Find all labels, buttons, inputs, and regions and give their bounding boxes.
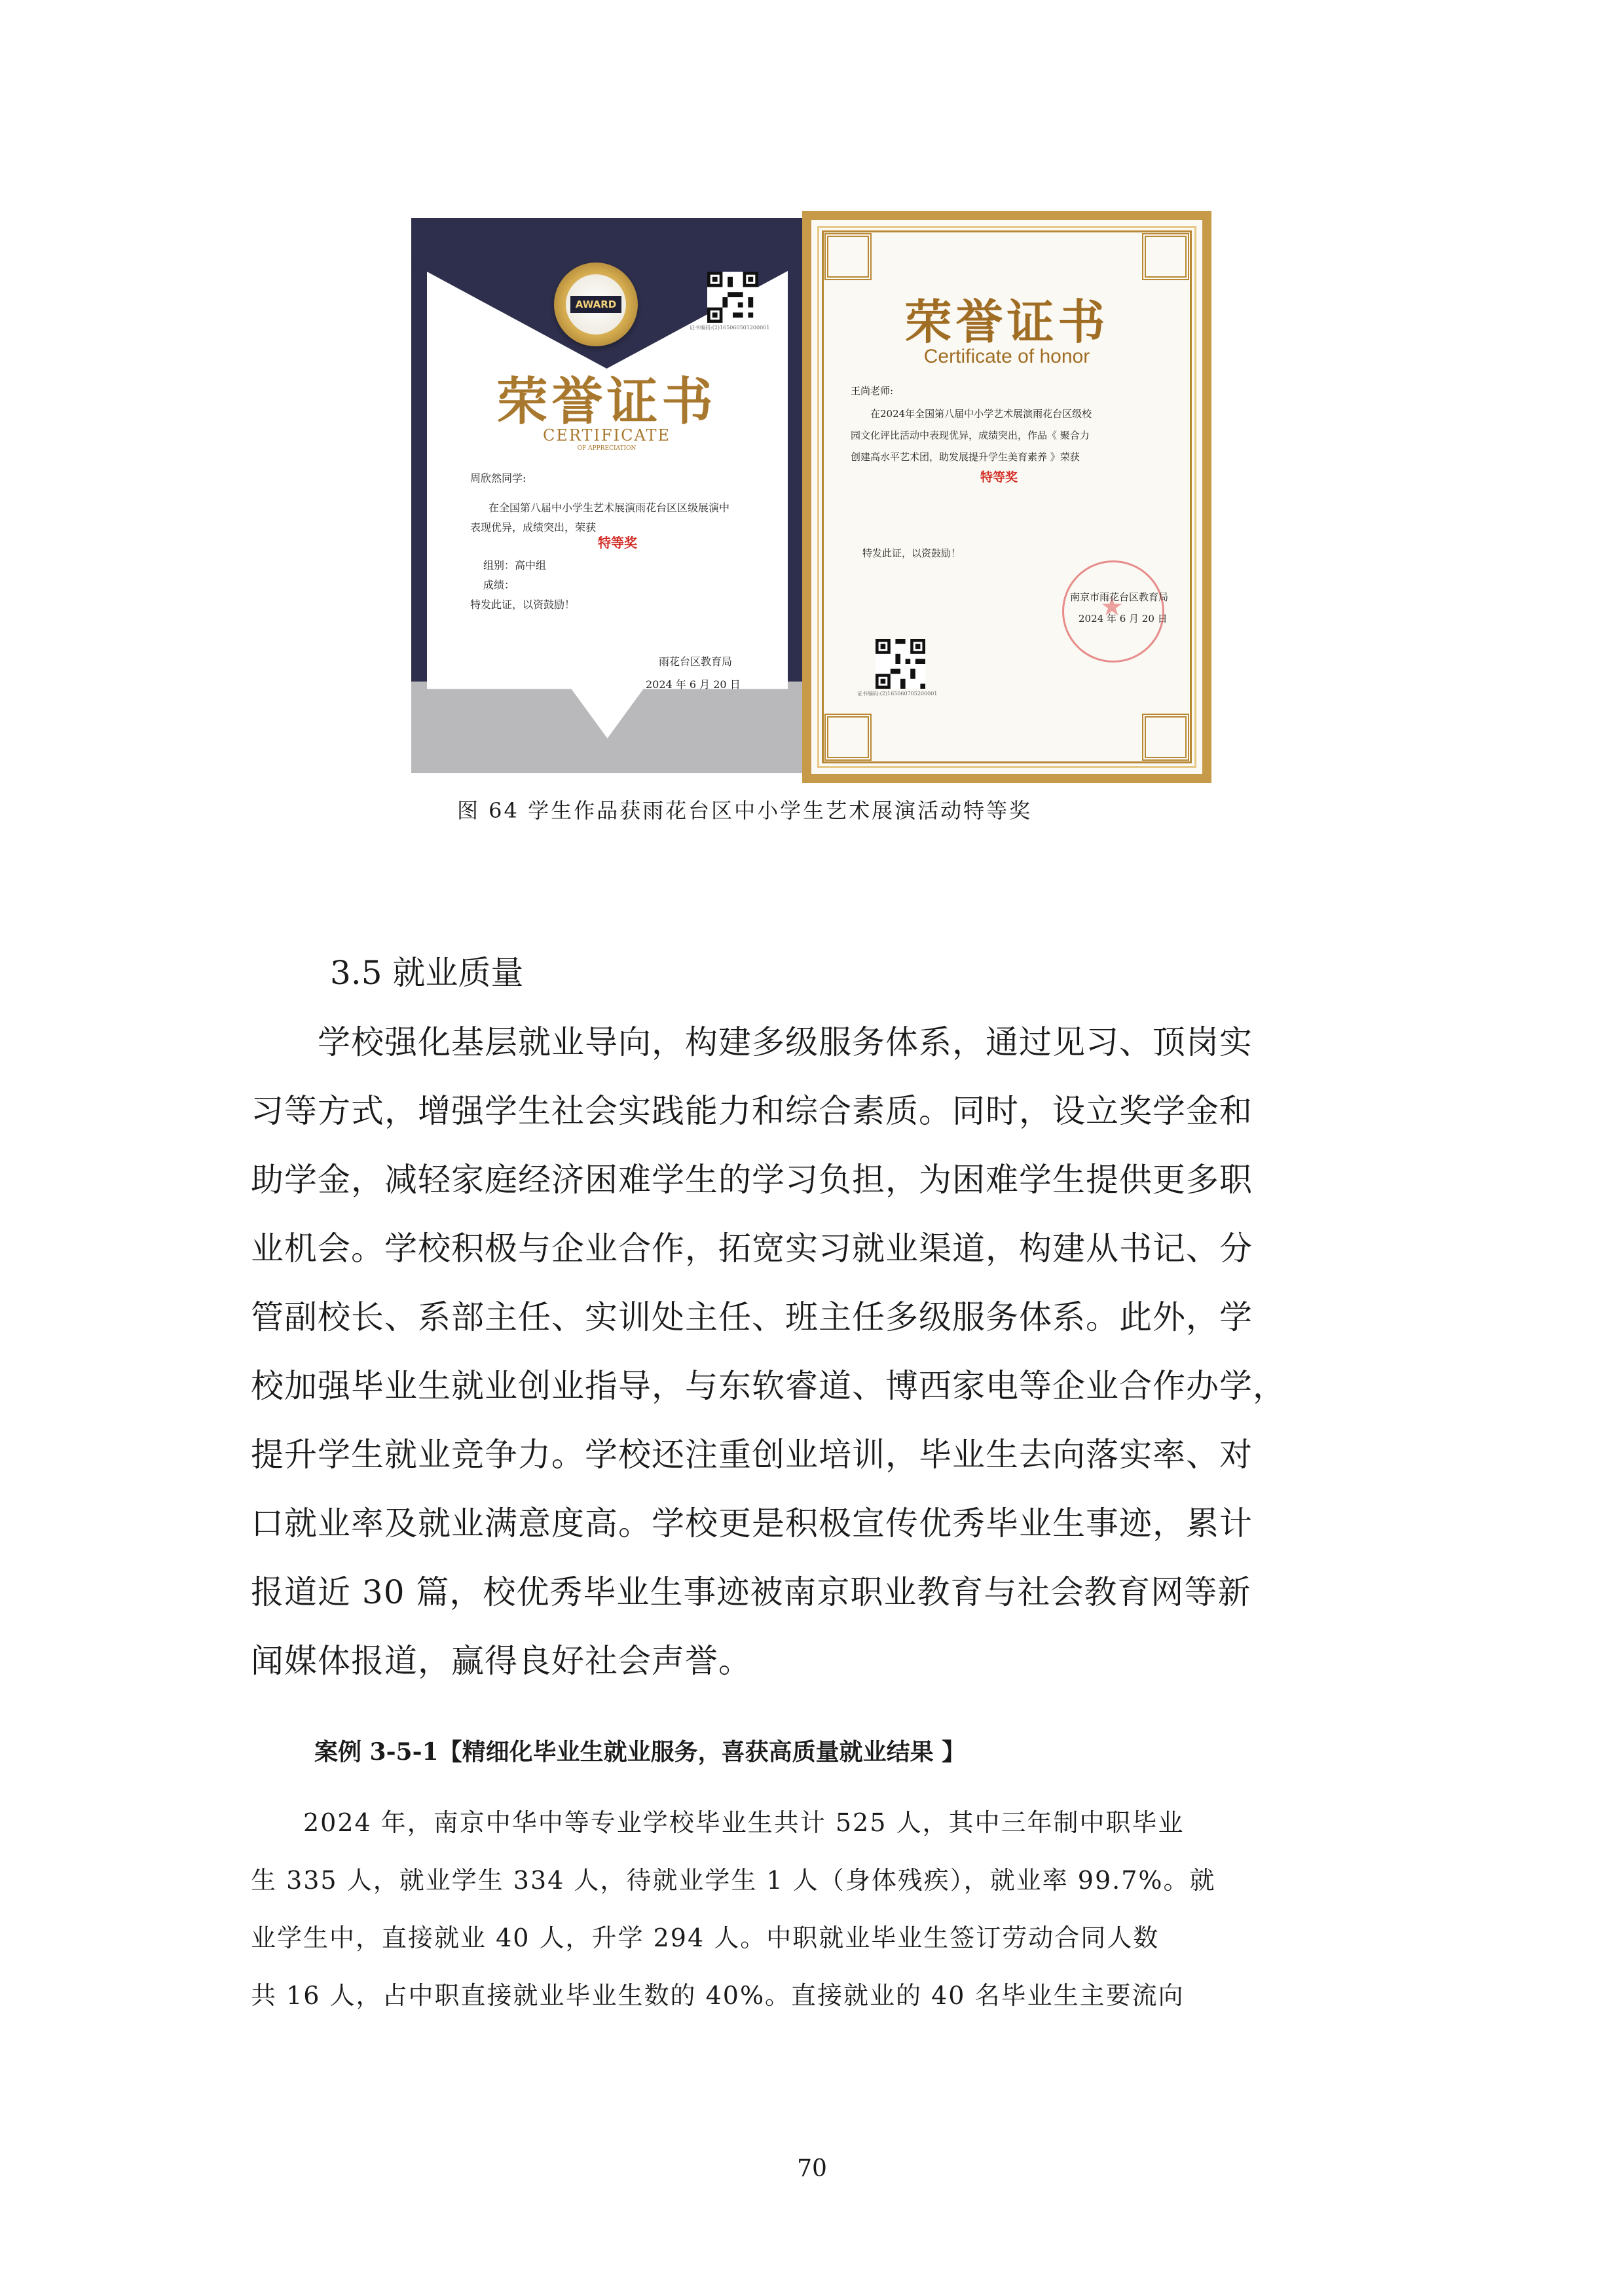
ornament-corner-icon bbox=[824, 714, 872, 761]
certificate-group: 组别：高中组 bbox=[483, 559, 547, 572]
paragraph-line: 业机会。学校积极与企业合作，拓宽实习就业渠道，构建从书记、分 bbox=[251, 1230, 1253, 1267]
certificate-recipient: 王尚老师: bbox=[851, 385, 894, 397]
certificate-prize: 特等奖 bbox=[980, 470, 1018, 484]
certificate-title: 荣誉证书 bbox=[496, 372, 717, 431]
certificate-subtitle: CERTIFICATE bbox=[542, 426, 671, 445]
case-line: 生 335 人，就业学生 334 人，待就业学生 1 人（身体残疾），就业率 99.7%。就 bbox=[251, 1866, 1216, 1895]
certificate-recipient: 周欣然同学: bbox=[470, 472, 526, 484]
certificate-date: 2024 年 6 月 20 日 bbox=[1079, 613, 1168, 625]
ornament-corner-icon bbox=[1142, 714, 1189, 761]
certificate-closing: 特发此证，以资鼓励！ bbox=[862, 547, 961, 559]
paragraph-line: 助学金，减轻家庭经济困难学生的学习负担，为困难学生提供更多职 bbox=[251, 1161, 1253, 1199]
section-heading: 3.5 就业质量 bbox=[330, 954, 524, 992]
paragraph-line: 校加强毕业生就业创业指导，与东软睿道、博西家电等企业合作办学， bbox=[251, 1367, 1286, 1405]
award-medal-icon bbox=[554, 263, 638, 346]
certificate-issuer: 南京市雨花台区教育局 bbox=[1070, 591, 1169, 603]
case-line: 2024 年，南京中华中等专业学校毕业生共计 525 人，其中三年制中职毕业 bbox=[251, 1808, 1185, 1837]
certificate-issuer: 雨花台区教育局 bbox=[659, 655, 733, 668]
case-line: 共 16 人，占中职直接就业毕业生数的 40%。直接就业的 40 名毕业生主要流向 bbox=[251, 1981, 1185, 2010]
paragraph-line: 管副校长、系部主任、实训处主任、班主任多级服务体系。此外，学 bbox=[251, 1298, 1253, 1336]
certificate-subtitle: Certificate of honor bbox=[923, 346, 1090, 367]
paragraph-line: 报道近 30 篇，校优秀毕业生事迹被南京职业教育与社会教育网等新 bbox=[251, 1573, 1251, 1611]
certificate-prize: 特等奖 bbox=[598, 535, 637, 551]
certificate-body-line: 表现优异，成绩突出，荣获 bbox=[470, 521, 597, 534]
certificate-id: 证书编码:(2)165060705200001 bbox=[857, 691, 938, 697]
paragraph-line: 习等方式，增强学生社会实践能力和综合素质。同时，设立奖学金和 bbox=[251, 1092, 1253, 1130]
case-line: 业学生中，直接就业 40 人，升学 294 人。中职就业毕业生签订劳动合同人数 bbox=[251, 1923, 1160, 1952]
qr-code-icon bbox=[876, 639, 925, 689]
certificate-body-line: 在全国第八届中小学生艺术展演雨花台区区级展演中 bbox=[489, 501, 730, 514]
ornament-corner-icon bbox=[824, 233, 872, 280]
paragraph-line: 闻媒体报道，赢得良好社会声誉。 bbox=[251, 1642, 752, 1680]
qr-code-icon bbox=[707, 272, 758, 323]
paragraph-line: 学校强化基层就业导向，构建多级服务体系，通过见习、顶岗实 bbox=[251, 1023, 1253, 1061]
page-number: 70 bbox=[797, 2155, 827, 2182]
paragraph-line: 提升学生就业竞争力。学校还注重创业培训，毕业生去向落实率、对 bbox=[251, 1436, 1253, 1474]
certificate-image-teacher bbox=[802, 211, 1211, 783]
certificate-id: 证书编码:(2)165060501200001 bbox=[690, 325, 770, 331]
certificate-date: 2024 年 6 月 20 日 bbox=[646, 678, 741, 691]
certificate-body-line: 园文化评比活动中表现优异，成绩突出，作品《 聚合力 bbox=[851, 429, 1090, 441]
ornament-corner-icon bbox=[1142, 233, 1189, 280]
paragraph-line: 口就业率及就业满意度高。学校更是积极宣传优秀毕业生事迹，累计 bbox=[251, 1504, 1253, 1542]
certificate-subtitle-small: OF APPRECIATION bbox=[577, 445, 637, 452]
certificate-score: 成绩： bbox=[483, 579, 515, 591]
medal-label: AWARD bbox=[570, 296, 621, 313]
certificate-title: 荣誉证书 bbox=[904, 294, 1109, 350]
figure-caption: 图 64 学生作品获雨花台区中小学生艺术展演活动特等奖 bbox=[457, 798, 1033, 823]
certificate-closing: 特发此证，以资鼓励！ bbox=[470, 598, 576, 611]
certificate-body-line: 在2024年全国第八届中小学艺术展演雨花台区级校 bbox=[870, 408, 1092, 420]
case-title: 案例 3-5-1【精细化毕业生就业服务，喜获高质量就业结果 】 bbox=[314, 1738, 966, 1766]
certificate-body-line: 创建高水平艺术团，助发展提升学生美育素养 》荣获 bbox=[851, 451, 1080, 463]
certificate-image-student bbox=[411, 218, 802, 773]
